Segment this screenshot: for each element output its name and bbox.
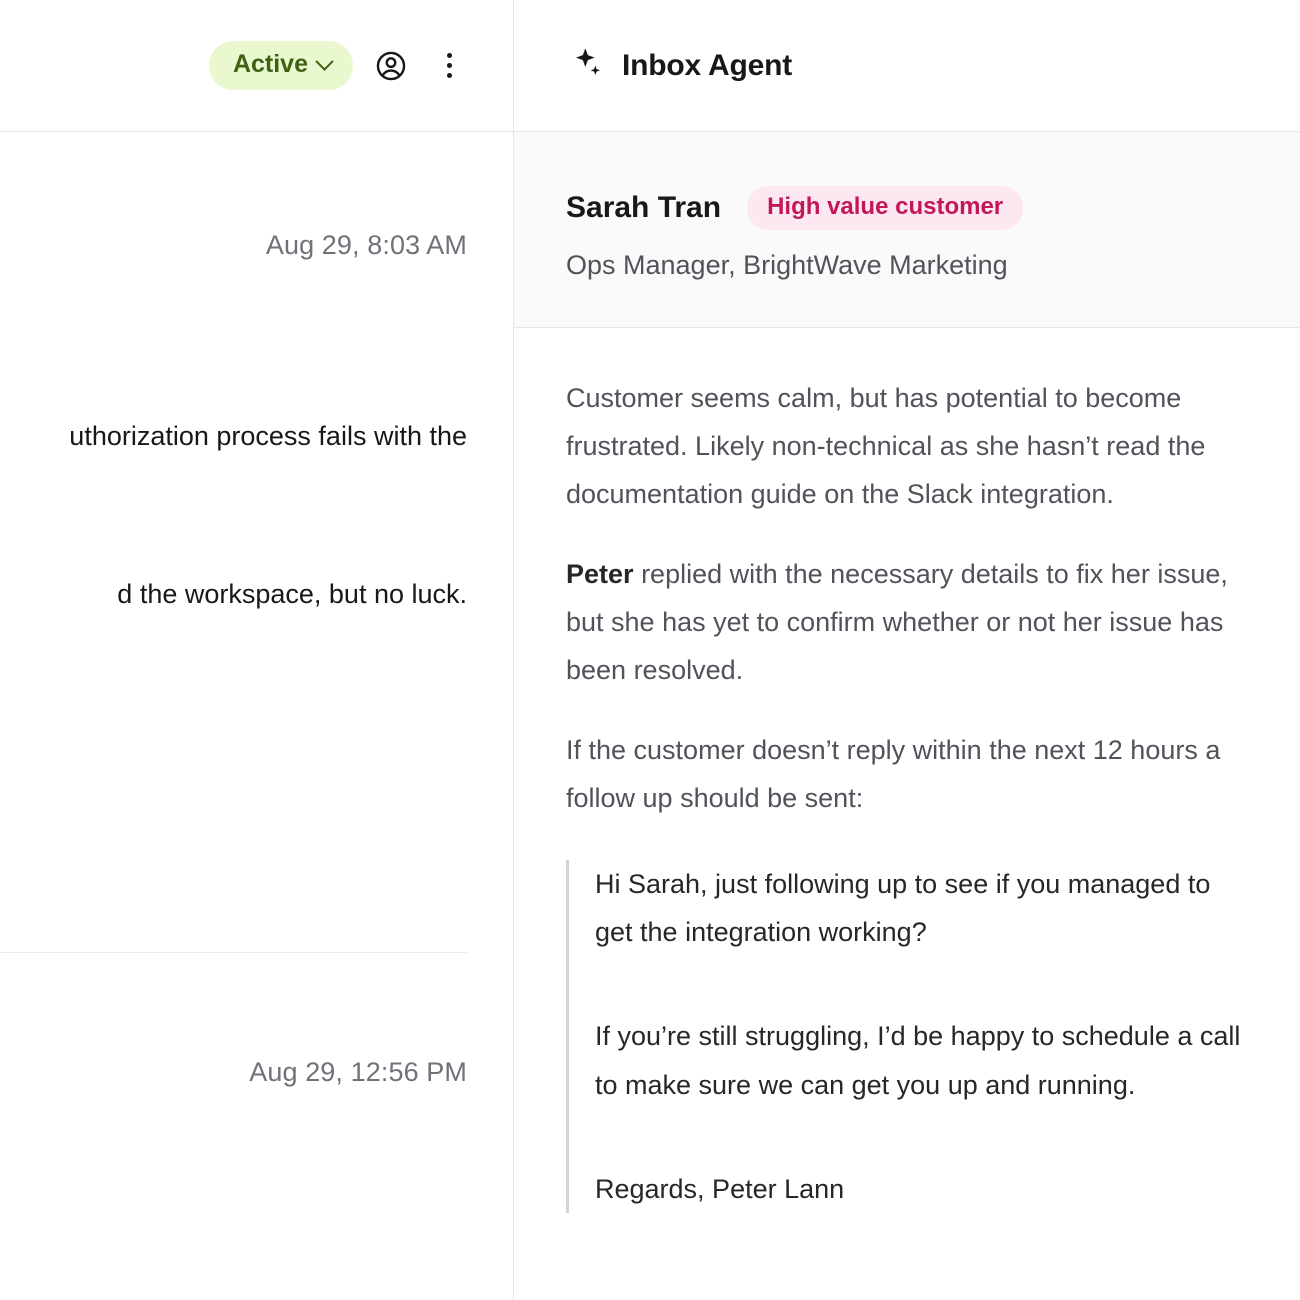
message-1 — [0, 230, 513, 616]
message-divider — [0, 952, 467, 953]
customer-role: Ops Manager, BrightWave Marketing — [566, 250, 1008, 280]
draft-paragraph-2: If you’re still struggling, I’d be happy to schedule a call to make sure we can get you up and running. — [595, 1021, 1241, 1100]
inbox-agent-panel — [514, 0, 1300, 1300]
message-text-line-1: uthorization process fails with the — [69, 421, 467, 451]
status-badge: High value customer — [747, 186, 1023, 230]
message-timestamp-2: Aug 29, 12:56 PM — [249, 1056, 467, 1087]
draft-signature: Regards, Peter Lann — [595, 1173, 845, 1204]
sparkles-icon — [566, 43, 606, 88]
message-timestamp: Aug 29, 8:03 AM — [265, 230, 467, 260]
agent-summary — [514, 328, 1300, 1213]
more-vertical-icon[interactable] — [429, 46, 469, 86]
customer-card — [514, 132, 1300, 328]
customer-name-row — [566, 186, 1248, 230]
customer-name: Sarah Tran — [566, 191, 722, 224]
conversation-toolbar — [0, 0, 513, 132]
agent-header — [514, 0, 1300, 132]
more-dots — [447, 53, 452, 78]
conversation-pane — [0, 0, 514, 1300]
summary-bold-name: Peter — [566, 559, 634, 590]
status-dropdown[interactable] — [209, 41, 353, 90]
user-circle-icon[interactable] — [371, 46, 411, 86]
summary-paragraph-2-text: replied with the necessary details to fix her issue, but she has yet to confirm whether or not her issue has been resolved. — [566, 559, 1228, 686]
summary-paragraph-2 — [566, 550, 1248, 694]
agent-title: Inbox Agent — [622, 48, 793, 82]
message-2 — [0, 1057, 513, 1088]
message-text-line-2: d the workspace, but no luck. — [117, 578, 467, 609]
status-label: Active — [232, 50, 308, 78]
summary-paragraph-1: Customer seems calm, but has potential to become frustrated. Likely non-technical as she hasn’t read the documentation guide on the Slack integration. — [566, 383, 1206, 510]
draft-reply-block[interactable] — [566, 860, 1248, 1212]
chevron-down-icon — [315, 52, 333, 70]
summary-paragraph-3: If the customer doesn’t reply within the next 12 hours a follow up should be sent: — [566, 735, 1221, 814]
draft-paragraph-1: Hi Sarah, just following up to see if you managed to get the integration working? — [595, 869, 1211, 948]
